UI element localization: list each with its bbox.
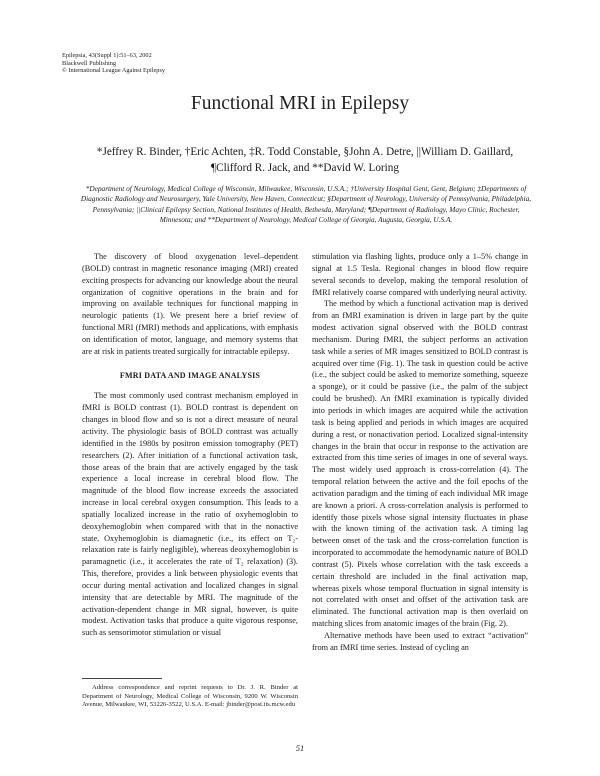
intro-paragraph: The discovery of blood oxygenation level–dependent (BOLD) contrast in magnetic resonance imaging (MRI) created exciting prospects for advancing our knowledge about the neural organization of cognitive operations in the brain and for improving on available techniques for functional mapping in neurologic patients (1). We present here a brief review of functional MRI (fMRI) methods and applications, with emphasis on identification of motor, language, and memory systems that are at risk in patients treated surgically for intractable epilepsy. — [82, 252, 298, 356]
author-line-1: *Jeffrey R. Binder, †Eric Achten, ‡R. Todd Constable, §John A. Detre, ||William D. Gaillard, — [96, 146, 514, 158]
body-paragraph: Alternative methods have been used to extract “activation” from an fMRI time series. Instead of cycling an — [312, 631, 528, 652]
author-line-2: ¶Clifford R. Jack, and **David W. Loring — [211, 162, 399, 174]
correspondence-footnote — [82, 684, 298, 710]
continued-paragraph: stimulation via flashing lights, produce only a 1–5% change in signal at 1.5 Tesla. Regional changes in blood flow require several seconds to develop, making the temporal resolution of fMRI relatively coarse compared with underlying neural activity. — [312, 252, 528, 297]
section-heading: FMRI DATA AND IMAGE ANALYSIS — [119, 370, 261, 380]
affiliations: *Department of Neurology, Medical College of Wisconsin, Milwaukee, Wisconsin, U.S.A.; †University Hospital Gent, Gent, Belgium; ‡Departments of Diagnostic Radiology and Neurosurgery, Yale University, New Haven, Connecticut; §Department of Neurology, University of Pennsylvania, Philadelphia, Pennsylvania; ||Clinical Epilepsy Section, National Institutes of Health, Bethesda, Maryland; ¶Department of Radiology, Mayo Clinic, Rochester, Minnesota; and **Department of Neurology, Medical College of Georgia, Augusta, Georgia, U.S.A. — [80, 184, 532, 225]
footnote-divider — [82, 678, 162, 679]
right-column — [312, 251, 528, 654]
body-paragraph: The method by which a functional activation map is derived from an fMRI examination is driven in large part by the quite modest activation signal observed with the BOLD contrast mechanism. During fMRI, the subject performs an activation task while a series of MR images sensitized to BOLD contrast is acquired over time (Fig. 1). The task in question could be active (i.e., the subject could be asked to memorize something, squeeze a sponge), or it could be passive (i.e., the palm of the subject could be brushed). An fMRI examination is typically divided into periods in which images are acquired while the activation task is being applied and periods in which images are acquired during a rest, or nonactivation period. Localized signal-intensity changes in the brain that occur in response to the activation are extracted from this time series of images in one of several ways. The most widely used approach is cross-correlation (4). The temporal relation between the active and the foil epochs of the activation paradigm and the timing of each individual MR image are known a priori. A cross-correlation analysis is performed to identify those pixels whose signal intensity fluctuates in phase with the known timing of the activation task. A timing lag between onset of the task and the cross-correlation function is incorporated to accommodate the hemodynamic nature of BOLD contrast (5). Pixels whose correlation with the task exceeds a certain threshold are included in the final activation map, whereas pixels whose temporal fluctuation in signal intensity is not correlated with onset and offset of the activation task are eliminated. The functional activation map is then overlaid on matching slices from anatomic images of the brain (Fig. 2). — [312, 299, 528, 629]
body-paragraph: The most commonly used contrast mechanism employed in fMRI is BOLD contrast (1). BOLD contrast is dependent on changes in blood flow and so is not a direct measure of neural activity. The physiologic basis of BOLD contrast was actually identified in the 1980s by positron emission tomography (PET) researchers (2). After initiation of a functional activation task, those areas of the brain that are actively engaged by the task experience a local increase in cerebral blood flow. The magnitude of the blood flow increase exceeds the associated increase in local cerebral oxygen consumption. This leads to a spatially localized increase in the ratio of oxyhemoglobin to deoxyhemoglobin when compared with that in the nonactive state. Oxyhemoglobin is diamagnetic (i.e., its effect on T₂-relaxation rate is fairly negligible), whereas deoxyhemoglobin is paramagnetic (i.e., it accelerates the rate of T₂ relaxation) (3). This, therefore, provides a link between physiologic events that occur during mental activation and localized changes in signal intensity that are detectable by MRI. The magnitude of the activation-dependent change in MR signal, however, is quite modest. Activation tasks that produce a quite vigorous response, such as sensorimotor stimulation or visual — [82, 391, 298, 638]
page-number: 51 — [295, 743, 305, 753]
publisher: Blackwell Publishing — [62, 59, 117, 67]
left-column — [82, 251, 298, 639]
footnote-text: Address correspondence and reprint requests to Dr. J. R. Binder at Department of Neurology, Medical College of Wisconsin, 9200 W. Wisconsin Avenue, Milwaukee, WI, 53226-3522, U.S.A. E-mail: jbinder@post.its.mcw.edu — [82, 684, 298, 709]
journal-citation: Epilepsia, 43(Suppl 1):51–63, 2002 — [62, 52, 152, 59]
journal-header — [62, 52, 165, 75]
copyright: © International League Against Epilepsy — [62, 67, 166, 75]
article-title: Functional MRI in Epilepsy — [190, 93, 410, 114]
author-list — [70, 144, 540, 176]
